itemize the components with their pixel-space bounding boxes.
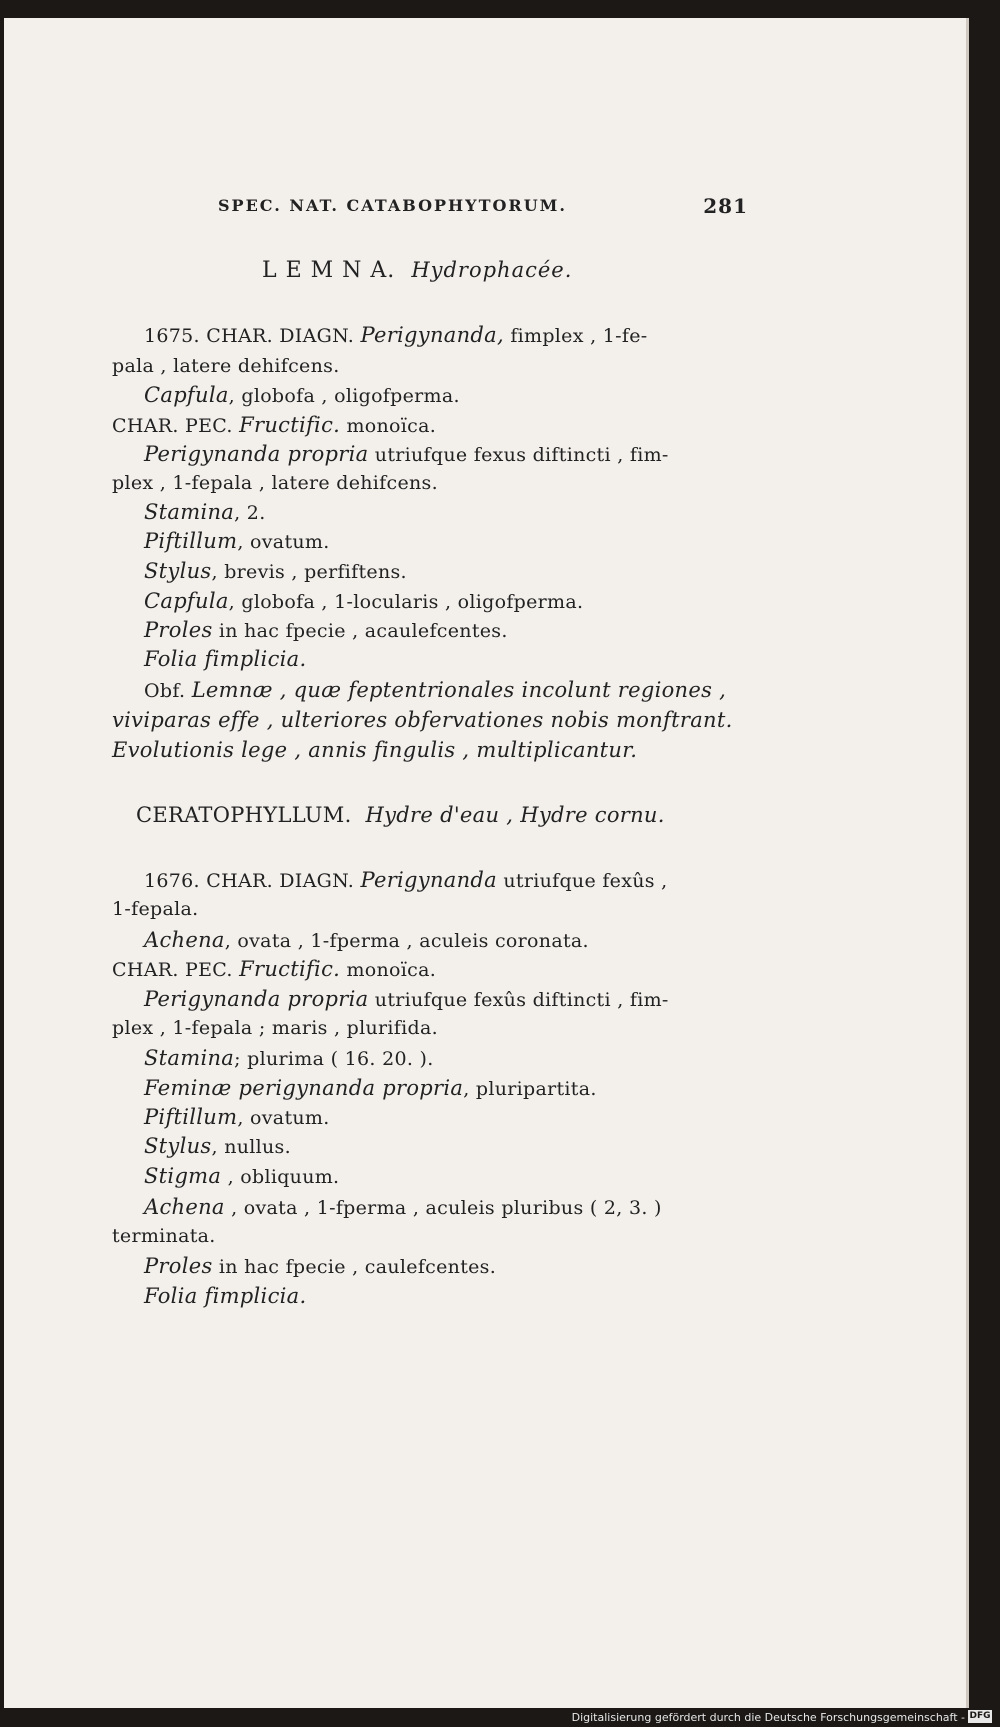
- page-edge: [966, 18, 969, 1708]
- entry-1676-line-1: [144, 868, 668, 892]
- term: Fructific.: [239, 413, 341, 437]
- text: , pluripartita.: [463, 1078, 597, 1100]
- entry-1676-line-12: [144, 1195, 662, 1219]
- label: CHAR. PEC.: [112, 959, 233, 981]
- entry-1676-line-4: [112, 957, 436, 981]
- text: utriufque fexûs ,: [503, 870, 668, 892]
- entry-1676-line-5: [144, 987, 669, 1011]
- entry-1676-line-8: [144, 1076, 597, 1100]
- entry-1675-line-5: [144, 442, 669, 466]
- entry-1676-line-3: [144, 928, 589, 952]
- entry-1676-line-2: 1-fepala.: [112, 898, 199, 920]
- entry-1675-line-9: [144, 559, 407, 583]
- term: Proles: [144, 618, 213, 642]
- genus-heading-ceratophyllum: [136, 803, 665, 827]
- entry-1675-line-2: pala , latere dehifcens.: [112, 355, 340, 377]
- entry-1675-line-15: Evolutionis lege , annis fingulis , multiplicantur.: [112, 738, 638, 762]
- genus-common-name: Hydre d'eau , Hydre cornu.: [365, 803, 665, 827]
- text: utriufque fexûs diftincti , fim-: [374, 989, 669, 1011]
- genus-common-name: Hydrophacée.: [411, 258, 573, 282]
- text: , ovatum.: [237, 1107, 330, 1129]
- text: , brevis , perfiftens.: [211, 561, 407, 583]
- term: Feminæ perigynanda propria: [144, 1076, 464, 1100]
- text: , globofa , 1-locularis , oligofperma.: [228, 591, 584, 613]
- entry-1675-line-10: [144, 589, 583, 613]
- term: Perigynanda: [360, 868, 497, 892]
- dfg-logo: DFG: [969, 1711, 991, 1721]
- entry-1675-line-8: [144, 529, 330, 553]
- text: in hac fpecie , caulefcentes.: [218, 1256, 497, 1278]
- term: Stigma: [144, 1164, 222, 1188]
- text: fimplex , 1-fe-: [510, 325, 648, 347]
- text: , 2.: [234, 502, 266, 524]
- entry-1675-line-11: [144, 618, 508, 642]
- text: , nullus.: [211, 1136, 291, 1158]
- entry-1676-line-7: [144, 1046, 434, 1070]
- term: Perigynanda,: [360, 323, 504, 347]
- observation-text: Lemnæ , quæ feptentrionales incolunt regiones ,: [191, 678, 727, 702]
- genus-heading-lemna: [262, 258, 572, 283]
- entry-1675-line-6: plex , 1-fepala , latere dehifcens.: [112, 472, 438, 494]
- entry-1675-line-13: [144, 678, 726, 702]
- text: monoïca.: [346, 959, 437, 981]
- text: , globofa , oligofperma.: [228, 385, 460, 407]
- term: Achena: [144, 1195, 225, 1219]
- entry-1676-line-10: [144, 1134, 291, 1158]
- entry-1675-line-3: [144, 383, 460, 407]
- text: utriufque fexus diftincti , fim-: [374, 444, 669, 466]
- text: , obliquum.: [227, 1166, 340, 1188]
- label: CHAR. PEC.: [112, 415, 233, 437]
- entry-1675-line-12: Folia fimplicia.: [144, 647, 307, 671]
- text: , ovata , 1-fperma , aculeis pluribus ( 2, 3. ): [231, 1197, 662, 1219]
- entry-1676-line-15: Folia fimplicia.: [144, 1284, 307, 1308]
- entry-1676-line-11: [144, 1164, 339, 1188]
- text: monoïca.: [346, 415, 437, 437]
- term: Stamina: [144, 1046, 235, 1070]
- term: Capfula: [144, 383, 229, 407]
- entry-1675-line-4: [112, 413, 436, 437]
- term: Proles: [144, 1254, 213, 1278]
- term: Stylus: [144, 1134, 212, 1158]
- running-head: [218, 194, 748, 218]
- term: Stamina: [144, 500, 235, 524]
- text: ; plurima ( 16. 20. ).: [234, 1048, 434, 1070]
- entry-1675-line-14: viviparas effe , ulteriores obfervationes nobis monftrant.: [112, 708, 733, 732]
- running-head-title: SPEC. NAT. CATABOPHYTORUM.: [218, 196, 567, 215]
- term: Achena: [144, 928, 225, 952]
- entry-1676-line-6: plex , 1-fepala ; maris , plurifida.: [112, 1017, 438, 1039]
- entry-number-label: 1675. CHAR. DIAGN.: [144, 325, 355, 347]
- digitization-credit: Digitalisierung gefördert durch die Deutsche Forschungsgemeinschaft -: [571, 1711, 965, 1724]
- text: in hac fpecie , acaulefcentes.: [218, 620, 508, 642]
- text: , ovata , 1-fperma , aculeis coronata.: [224, 930, 589, 952]
- entry-number-label: 1676. CHAR. DIAGN.: [144, 870, 355, 892]
- entry-1675-line-7: [144, 500, 266, 524]
- term: Stylus: [144, 559, 212, 583]
- entry-1676-line-14: [144, 1254, 496, 1278]
- text: , ovatum.: [237, 531, 330, 553]
- term: Capfula: [144, 589, 229, 613]
- term: Piftillum: [144, 1105, 238, 1129]
- page-number: 281: [703, 194, 748, 218]
- genus-name: CERATOPHYLLUM.: [136, 803, 352, 827]
- entry-1675-line-1: [144, 323, 647, 347]
- entry-1676-line-9: [144, 1105, 330, 1129]
- term: Fructific.: [239, 957, 341, 981]
- genus-name: L E M N A.: [262, 258, 396, 283]
- term: Perigynanda propria: [144, 987, 369, 1011]
- term: Piftillum: [144, 529, 238, 553]
- term: Perigynanda propria: [144, 442, 369, 466]
- label: Obf.: [144, 680, 186, 702]
- entry-1676-line-13: terminata.: [112, 1225, 216, 1247]
